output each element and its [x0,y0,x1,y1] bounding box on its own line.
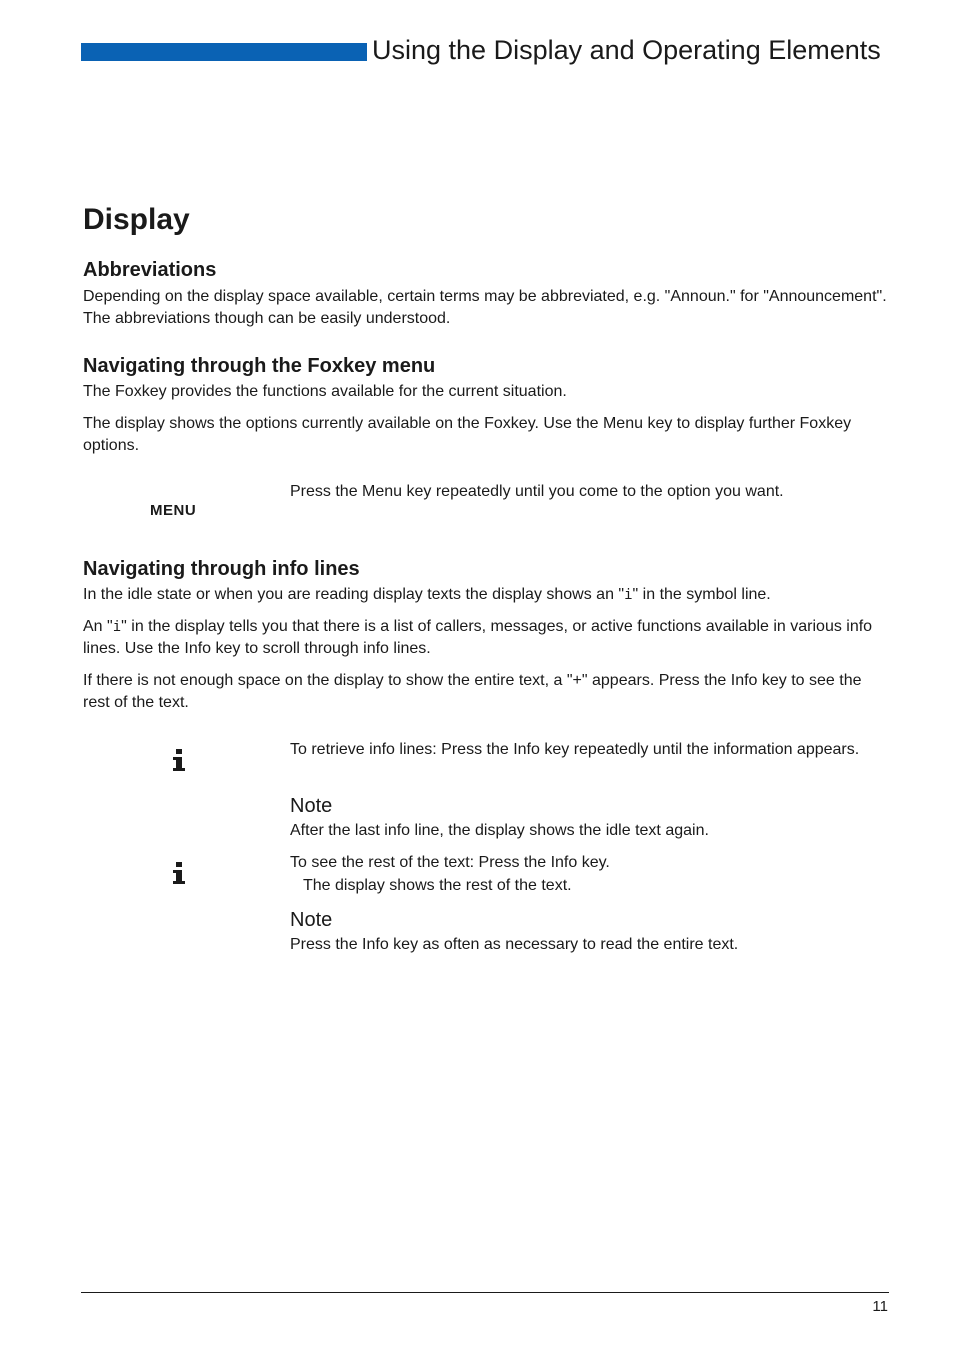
info-symbol-inline: i [624,587,633,603]
header-accent-bar [81,43,367,61]
info-step-2: To see the rest of the text: Press the Info key. [290,854,610,871]
info-key-icon [171,747,187,773]
note-title-2: Note [290,909,333,931]
foxkey-para-1: The Foxkey provides the functions available for the current situation. [83,383,567,400]
info-step-1: To retrieve info lines: Press the Info key repeatedly until the information appears. [290,741,860,758]
foxkey-step: Press the Menu key repeatedly until you come to the option you want. [290,483,784,500]
info-lines-para-2 [83,616,889,660]
note-title-1: Note [290,795,333,817]
foxkey-para-2: The display shows the options currently available on the Foxkey. Use the Menu key to display further Foxkey options. [83,415,852,454]
info-lines-para-1-before: In the idle state or when you are reading display texts the display shows an " [83,586,625,603]
section-heading-foxkey: Navigating through the Foxkey menu [83,355,436,377]
chapter-title: Using the Display and Operating Elements [372,35,881,65]
info-lines-para-2-after: " in the display tells you that there is a list of callers, messages, or active functions available in various info lines. Use the Info key to scroll through info lines. [83,618,873,657]
footer-divider [81,1292,889,1293]
page-title: Display [83,203,190,236]
abbreviations-text: Depending on the display space available, certain terms may be abbreviated, e.g. "Announ." for "Announcement". The abbreviations though can be easily understood. [83,288,887,327]
section-heading-abbreviations: Abbreviations [83,259,217,281]
info-lines-para-2-before: An " [83,618,113,635]
info-symbol-inline: i [112,619,122,635]
info-lines-para-3: If there is not enough space on the display to show the entire text, a "+" appears. Press the Info key to see the rest of the text. [83,672,862,711]
menu-key-label: MENU [150,502,197,519]
info-lines-para-1-after: " in the symbol line. [632,586,771,603]
section-heading-info-lines: Navigating through info lines [83,558,360,580]
info-key-icon [171,860,187,886]
page-number: 11 [872,1298,888,1315]
note-text-2: Press the Info key as often as necessary to read the entire text. [290,936,739,953]
note-text-1: After the last info line, the display shows the idle text again. [290,822,709,839]
info-lines-para-1 [83,584,889,606]
info-step-2-result: The display shows the rest of the text. [303,877,572,894]
